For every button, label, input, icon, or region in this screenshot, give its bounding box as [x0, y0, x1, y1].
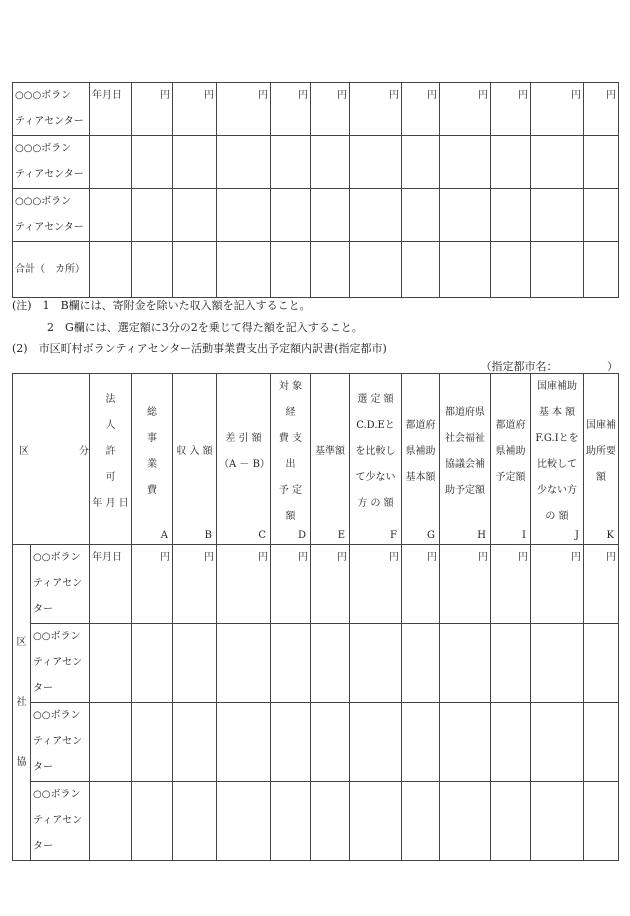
- header-row: [13, 374, 619, 545]
- amount-cell: [271, 242, 311, 298]
- amount-cell: 円: [271, 545, 311, 624]
- date-cell: [90, 703, 132, 782]
- amount-cell: [402, 136, 440, 189]
- amount-cell: [531, 242, 584, 298]
- amount-cell: 円: [173, 545, 217, 624]
- amount-cell: [531, 189, 584, 242]
- date-cell: [90, 624, 132, 703]
- header-label: 国庫補助 基 本 額 F.G.Iとを 比較して 少ない方 の 額: [535, 381, 579, 522]
- amount-cell: [132, 136, 173, 189]
- header-label: 法 人 許 可 年 月 日: [92, 394, 129, 509]
- amount-cell: [271, 703, 311, 782]
- column-header: [402, 374, 440, 545]
- row-label: ○○ボラン ティアセン ター: [31, 703, 90, 782]
- amount-cell: [173, 624, 217, 703]
- amount-cell: [584, 189, 619, 242]
- amount-cell: [584, 624, 619, 703]
- amount-cell: [132, 624, 173, 703]
- amount-cell: 円: [132, 83, 173, 136]
- column-header: [173, 374, 217, 545]
- column-letter: E: [337, 530, 345, 541]
- amount-cell: [173, 189, 217, 242]
- amount-cell: [531, 136, 584, 189]
- amount-cell: [440, 624, 491, 703]
- amount-cell: [132, 242, 173, 298]
- note-2: 2 G欄には、選定額に3分の2を乗じて得た額を記入すること。: [47, 321, 363, 334]
- amount-cell: 円: [584, 545, 619, 624]
- amount-cell: [584, 703, 619, 782]
- column-header: [531, 374, 584, 545]
- row-label: ○○ボラン ティアセン ター: [31, 782, 90, 861]
- section-title: (2) 市区町村ボランティアセンター活動事業費支出予定額内訳書(指定都市): [12, 342, 387, 355]
- header-label: 都道府 県補助 予定額: [495, 420, 526, 483]
- amount-cell: [531, 703, 584, 782]
- table-1: [12, 82, 619, 298]
- amount-cell: 円: [311, 83, 350, 136]
- amount-cell: [173, 782, 217, 861]
- amount-cell: [440, 703, 491, 782]
- date-cell: 年月日: [90, 83, 132, 136]
- amount-cell: [311, 782, 350, 861]
- row-label: ○○○ボラン ティアセンター: [13, 83, 90, 136]
- column-header: [271, 374, 311, 545]
- amount-cell: 円: [132, 545, 173, 624]
- table-row: [13, 136, 619, 189]
- amount-cell: [440, 242, 491, 298]
- header-label: 収 入 額: [176, 446, 213, 457]
- amount-cell: [311, 624, 350, 703]
- header-label: 対 象 経 費 支 出 予 定 額: [278, 381, 303, 522]
- amount-cell: [350, 189, 402, 242]
- amount-cell: [350, 136, 402, 189]
- column-letter: H: [477, 530, 486, 541]
- amount-cell: [440, 136, 491, 189]
- header-label: 総 事 業 費: [147, 407, 157, 496]
- amount-cell: [491, 703, 531, 782]
- date-cell: [90, 782, 132, 861]
- table-row: [13, 189, 619, 242]
- amount-cell: 円: [271, 83, 311, 136]
- amount-cell: 円: [217, 83, 271, 136]
- amount-cell: [584, 782, 619, 861]
- amount-cell: [491, 189, 531, 242]
- column-header: [440, 374, 491, 545]
- table-row: [13, 703, 619, 782]
- amount-cell: [584, 242, 619, 298]
- column-header: [350, 374, 402, 545]
- amount-cell: 円: [350, 545, 402, 624]
- row-label: ○○○ボラン ティアセンター: [13, 189, 90, 242]
- amount-cell: [217, 136, 271, 189]
- amount-cell: [584, 136, 619, 189]
- amount-cell: 円: [402, 545, 440, 624]
- note-1: (注) 1 B欄には、寄附金を除いた収入額を記入すること。: [12, 299, 311, 312]
- amount-cell: 円: [350, 83, 402, 136]
- table-2: [12, 373, 619, 861]
- amount-cell: [350, 703, 402, 782]
- column-header: [13, 374, 90, 545]
- column-letter: A: [160, 530, 168, 541]
- amount-cell: 円: [491, 83, 531, 136]
- header-label: 区 分: [19, 446, 89, 457]
- amount-cell: [531, 624, 584, 703]
- amount-cell: 円: [173, 83, 217, 136]
- amount-cell: [350, 782, 402, 861]
- column-letter: C: [258, 530, 266, 541]
- amount-cell: 円: [491, 545, 531, 624]
- date-cell: [90, 189, 132, 242]
- amount-cell: [491, 136, 531, 189]
- column-letter: K: [606, 530, 614, 541]
- table-row: [13, 624, 619, 703]
- amount-cell: [491, 782, 531, 861]
- column-letter: J: [574, 530, 579, 541]
- amount-cell: [531, 782, 584, 861]
- column-header: [132, 374, 173, 545]
- amount-cell: [311, 189, 350, 242]
- amount-cell: [132, 703, 173, 782]
- amount-cell: 円: [440, 83, 491, 136]
- date-cell: 年月日: [90, 545, 132, 624]
- column-header: [491, 374, 531, 545]
- amount-cell: [440, 189, 491, 242]
- amount-cell: [402, 189, 440, 242]
- amount-cell: 円: [531, 545, 584, 624]
- column-letter: I: [522, 530, 526, 541]
- amount-cell: [402, 624, 440, 703]
- column-header: [584, 374, 619, 545]
- header-label: 差 引 額 （A － B）: [219, 433, 270, 470]
- row-label: ○○○ボラン ティアセンター: [13, 136, 90, 189]
- amount-cell: [350, 242, 402, 298]
- amount-cell: [491, 242, 531, 298]
- amount-cell: [271, 189, 311, 242]
- amount-cell: [217, 782, 271, 861]
- header-label: 都道府 県補助 基本額: [405, 420, 436, 483]
- amount-cell: [402, 242, 440, 298]
- amount-cell: [491, 624, 531, 703]
- row-label: ○○ボラン ティアセン ター: [31, 545, 90, 624]
- amount-cell: [132, 782, 173, 861]
- amount-cell: [271, 136, 311, 189]
- amount-cell: [402, 782, 440, 861]
- row-label: 合計（ カ所）: [13, 242, 90, 298]
- amount-cell: [440, 782, 491, 861]
- group-label-shakyo: 区 社 協: [13, 545, 31, 861]
- header-label: 都道府県 社会福祉 協議会補 助予定額: [445, 407, 485, 496]
- header-label: 選 定 額 C.D.Eと を比較し て少ない 方 の 額: [355, 394, 396, 509]
- amount-cell: [173, 703, 217, 782]
- amount-cell: [173, 242, 217, 298]
- amount-cell: [311, 242, 350, 298]
- date-cell: [90, 136, 132, 189]
- amount-cell: [217, 624, 271, 703]
- city-name-field: （指定都市名： ）: [480, 360, 618, 373]
- amount-cell: 円: [531, 83, 584, 136]
- table-row: [13, 242, 619, 298]
- column-header: [90, 374, 132, 545]
- amount-cell: [350, 624, 402, 703]
- table-row: [13, 545, 619, 624]
- amount-cell: [217, 189, 271, 242]
- amount-cell: 円: [584, 83, 619, 136]
- amount-cell: 円: [402, 83, 440, 136]
- column-header: [311, 374, 350, 545]
- amount-cell: [402, 703, 440, 782]
- amount-cell: 円: [311, 545, 350, 624]
- column-letter: G: [427, 530, 435, 541]
- amount-cell: [311, 136, 350, 189]
- amount-cell: [217, 242, 271, 298]
- date-cell: [90, 242, 132, 298]
- amount-cell: [217, 703, 271, 782]
- amount-cell: [173, 136, 217, 189]
- amount-cell: [132, 189, 173, 242]
- row-label: ○○ボラン ティアセン ター: [31, 624, 90, 703]
- amount-cell: [271, 624, 311, 703]
- table-row: [13, 83, 619, 136]
- header-label: 基準額: [315, 446, 345, 457]
- column-letter: F: [390, 530, 397, 541]
- amount-cell: [271, 782, 311, 861]
- column-letter: D: [297, 530, 306, 541]
- header-label: 国庫補 助所要 額: [586, 420, 616, 483]
- column-letter: B: [204, 530, 212, 541]
- table-row: [13, 782, 619, 861]
- amount-cell: [311, 703, 350, 782]
- column-header: [217, 374, 271, 545]
- amount-cell: 円: [217, 545, 271, 624]
- amount-cell: 円: [440, 545, 491, 624]
